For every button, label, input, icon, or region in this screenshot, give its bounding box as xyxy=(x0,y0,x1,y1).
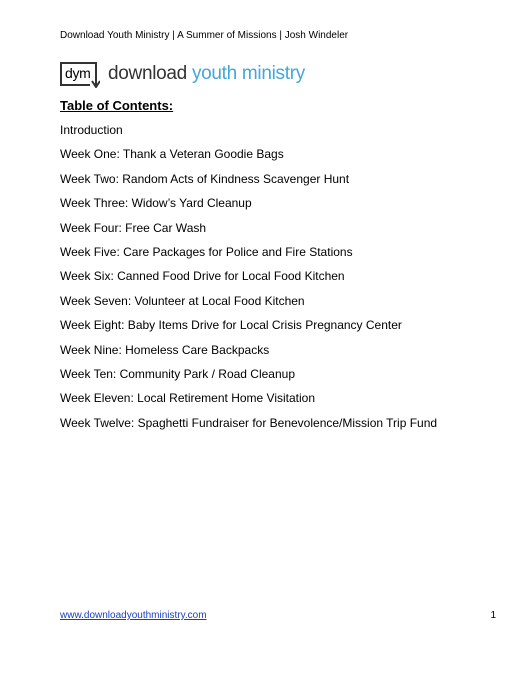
toc-item-week-four: Week Four: Free Car Wash xyxy=(60,220,207,235)
toc-list xyxy=(60,122,437,439)
logo-wordmark xyxy=(108,63,305,85)
logo-mark-text: dym xyxy=(65,65,91,81)
toc-item-week-seven: Week Seven: Volunteer at Local Food Kitchen xyxy=(60,293,305,308)
toc-item-week-one: Week One: Thank a Veteran Goodie Bags xyxy=(60,147,284,162)
toc-item-week-two: Week Two: Random Acts of Kindness Scavenger Hunt xyxy=(60,171,350,186)
toc-item-week-six: Week Six: Canned Food Drive for Local Food Kitchen xyxy=(60,269,345,284)
toc-item-week-ten: Week Ten: Community Park / Road Cleanup xyxy=(60,366,296,381)
logo-word-youth-ministry: youth ministry xyxy=(191,63,305,84)
running-header: Download Youth Ministry | A Summer of Missions | Josh Windeler xyxy=(60,30,349,41)
toc-item-week-eleven: Week Eleven: Local Retirement Home Visitation xyxy=(60,391,316,406)
dym-logo-mark-icon xyxy=(60,60,100,88)
toc-item-week-twelve: Week Twelve: Spaghetti Fundraiser for Benevolence/Mission Trip Fund xyxy=(60,415,438,430)
toc-item-introduction: Introduction xyxy=(60,123,123,137)
toc-item-week-eight: Week Eight: Baby Items Drive for Local Crisis Pregnancy Center xyxy=(60,318,402,333)
logo-word-download: download xyxy=(108,63,187,84)
footer-website-link[interactable]: www.downloadyouthministry.com xyxy=(60,610,207,621)
page-number: 1 xyxy=(490,610,496,621)
toc-item-week-three: Week Three: Widow’s Yard Cleanup xyxy=(60,196,252,211)
toc-heading: Table of Contents: xyxy=(60,98,174,113)
toc-item-week-nine: Week Nine: Homeless Care Backpacks xyxy=(60,342,270,357)
toc-item-week-five: Week Five: Care Packages for Police and Fire Stations xyxy=(60,244,353,259)
dym-logo xyxy=(60,58,305,90)
